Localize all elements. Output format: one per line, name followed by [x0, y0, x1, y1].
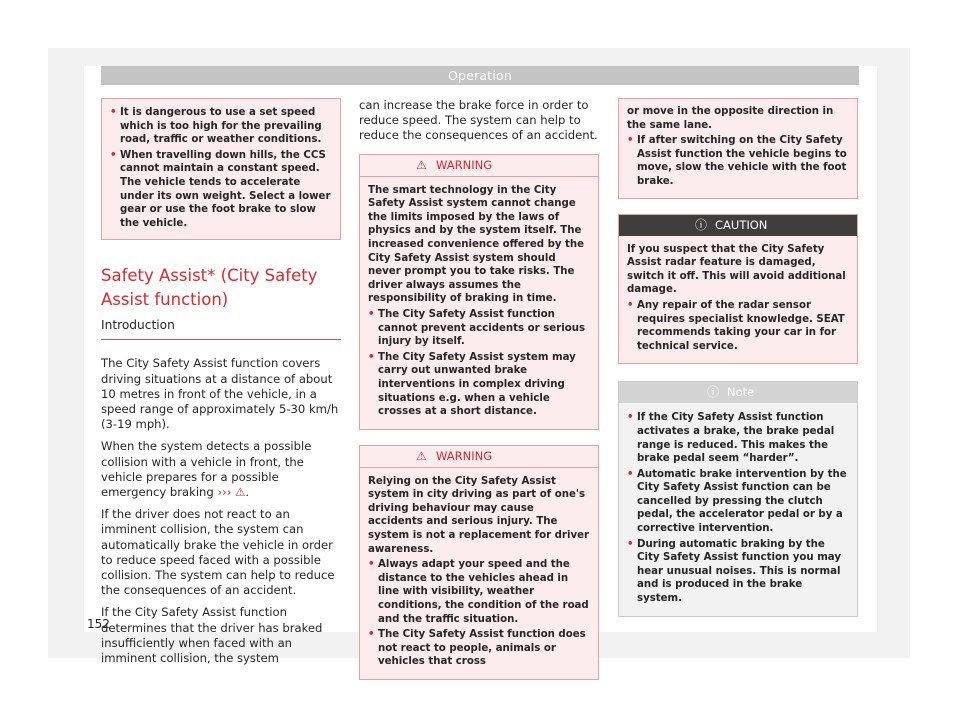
warning-icon: ⚠	[235, 484, 246, 499]
caution-body	[619, 236, 857, 364]
caution-header	[619, 215, 857, 236]
warning-body	[360, 468, 598, 679]
section-title: Safety Assist* (City Safety Assist function)	[101, 266, 318, 310]
warning-continuation-box	[618, 98, 858, 199]
bullet-item: • When travelling down hills, the CCS cannot maintain a constant speed. The vehicle tends to accelerate under its own weight. Select a lower gear or use the foot brake to slow the vehicle.	[110, 149, 332, 231]
note-header	[619, 382, 857, 403]
bullet-item: • Any repair of the radar sensor requires specialist knowledge. SEAT recommends taking your car in for technical service.	[627, 299, 849, 353]
bullet-item: • The City Safety Assist function does not react to people, animals or vehicles that cross	[368, 628, 590, 669]
paragraph: If the City Safety Assist function determines that the driver has braked insufficiently when faced with an imminent collision, the system	[101, 605, 323, 665]
paragraph-text: When the system detects a possible collision with a vehicle in front, the vehicle prepares for a possible emergency braking	[101, 439, 312, 499]
warning-text: or move in the opposite direction in the same lane.	[627, 106, 834, 131]
bullet-item: • If after switching on the City Safety Assist function the vehicle begins to move, slow the vehicle with the foot brake.	[627, 134, 849, 188]
header-title: Operation	[447, 68, 512, 83]
column-2	[359, 98, 599, 680]
paragraph: The City Safety Assist function covers driving situations at a distance of about 10 metres in front of the vehicle, in a speed range of approximately 5-30 km/h (3-19 mph).	[101, 356, 339, 432]
warning-icon: ⚠	[416, 448, 427, 463]
caution-text: If you suspect that the City Safety Assist radar feature is damaged, switch it off. This will avoid additional damage.	[627, 243, 846, 296]
warning-icon: ⚠	[416, 157, 427, 172]
warning-label: WARNING	[436, 157, 493, 172]
section-subtitle: Introduction	[101, 318, 341, 340]
column-1	[101, 98, 341, 673]
note-body	[619, 403, 857, 615]
bullet-item: • Always adapt your speed and the distance to the vehicles ahead in line with visibility, weather conditions, the condition of the road and the traffic situation.	[368, 558, 590, 626]
caution-icon: ⓘ	[695, 217, 708, 232]
paragraph: can increase the brake force in order to reduce speed. The system can help to reduce the consequences of an accident.	[359, 98, 598, 143]
caution-box	[618, 214, 858, 365]
warning-text: Relying on the City Safety Assist system in city driving as part of one's driving behaviour may cause accidents and serious injury. The system is not a replacement for driver awareness.	[368, 475, 590, 555]
warning-header	[360, 446, 598, 468]
cross-reference-link[interactable]	[217, 485, 245, 499]
info-icon: ⓘ	[707, 385, 720, 400]
page-header	[101, 66, 859, 85]
warning-box	[359, 445, 599, 680]
warning-box	[359, 154, 599, 430]
bullet-item: • During automatic braking by the City Safety Assist function you may hear unusual noises. This is normal and is produced in the brake system.	[627, 538, 849, 606]
bullet-item: • Automatic brake intervention by the City Safety Assist function can be cancelled by pressing the clutch pedal, the accelerator pedal or by a corrective intervention.	[627, 468, 849, 536]
note-label: Note	[727, 385, 755, 400]
column-3	[618, 98, 858, 617]
paragraph: If the driver does not react to an imminent collision, the system can automatically brake the vehicle in order to reduce speed faced with a possible collision. The system can help to reduce the consequences of an accident.	[101, 507, 335, 598]
bullet-item: • The City Safety Assist function cannot prevent accidents or serious injury by itself.	[368, 308, 590, 349]
bullet-item: • It is dangerous to use a set speed which is too high for the prevailing road, traffic or weather conditions.	[110, 106, 332, 147]
note-box	[618, 381, 858, 616]
warning-text: The smart technology in the City Safety Assist system cannot change the limits imposed by the laws of physics and by the system itself. The increased convenience offered by the City Safety Assist system should never prompt you to take risks. The driver always assumes the responsibility of braking in time.	[368, 184, 585, 305]
page-number: 152	[87, 617, 110, 631]
warning-header	[360, 155, 598, 177]
ref-arrows: ›››	[217, 484, 232, 499]
bullet-item: • If the City Safety Assist function activates a brake, the brake pedal range is reduced. This makes the brake pedal seem “harder”.	[627, 411, 849, 465]
warning-body	[360, 177, 598, 429]
bullet-item: • The City Safety Assist system may carry out unwanted brake interventions in complex driving situations e.g. when a vehicle crosses at a short distance.	[368, 351, 590, 419]
warning-continuation-box	[101, 98, 341, 240]
paragraph: When the system detects a possible collision with a vehicle in front, the vehicle prepares for a possible emergency braking ››› ⚠.	[101, 439, 312, 499]
caution-label: CAUTION	[715, 217, 768, 232]
warning-label: WARNING	[436, 448, 493, 463]
